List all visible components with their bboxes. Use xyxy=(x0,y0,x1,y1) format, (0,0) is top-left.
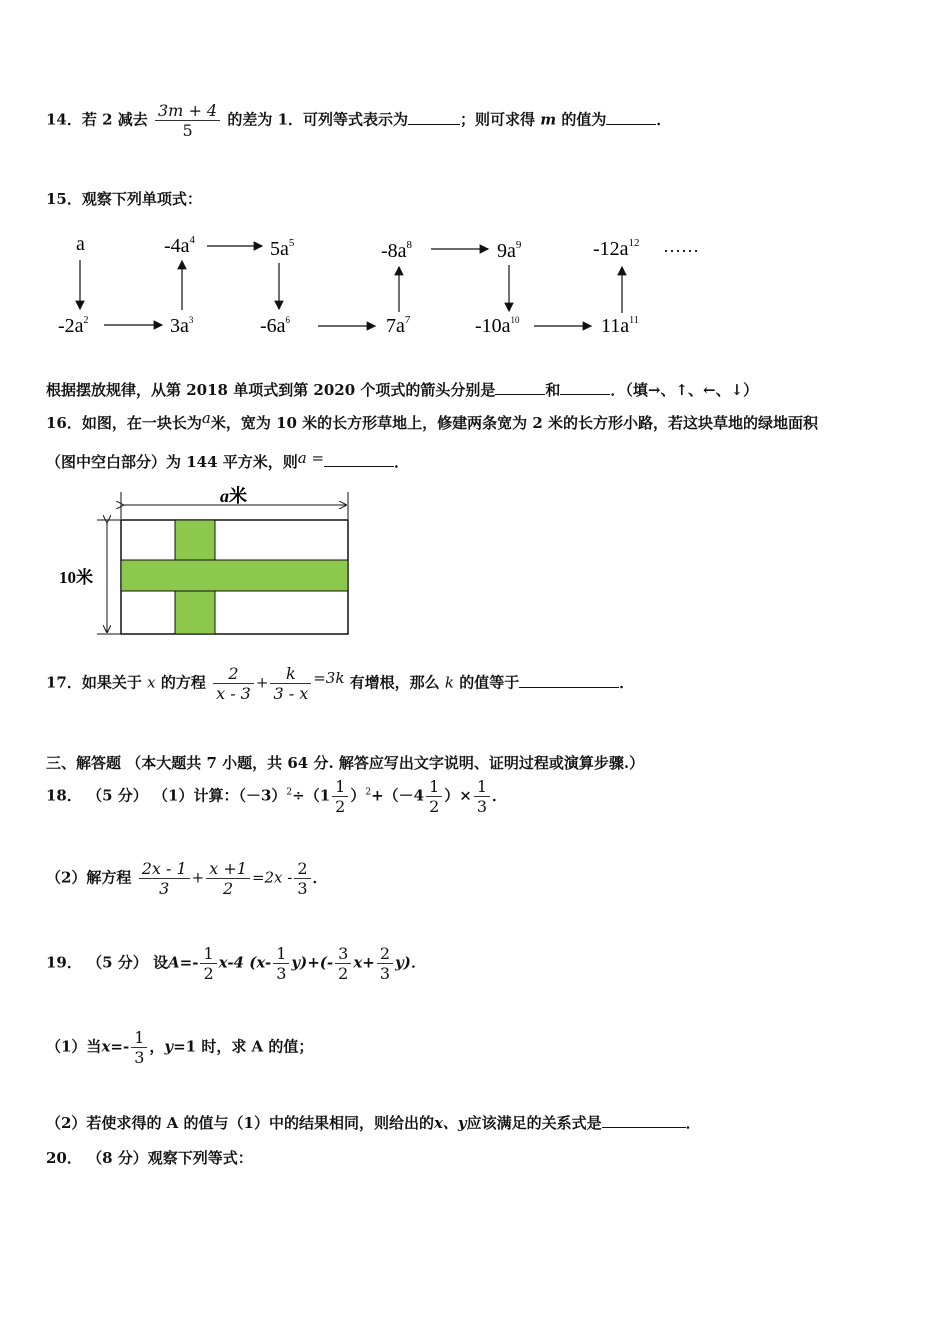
q15-top-term-6: $-12a^{12}$ xyxy=(593,237,640,260)
question-15-title: 15．观察下列单项式： xyxy=(46,190,202,208)
q15-ellipsis: …… xyxy=(663,236,699,256)
q15-blank-1[interactable] xyxy=(495,380,545,395)
horizontal-path xyxy=(121,560,348,591)
q14-number: 14． xyxy=(46,110,82,129)
question-15-rule: 根据摆放规律，从第 2018 单项式到第 2020 个项式的箭头分别是 和 ．（填→、↑、←、↓） xyxy=(46,381,759,399)
q14-blank-1[interactable] xyxy=(408,110,460,125)
section-3-heading: 三、解答题 （本大题共 7 小题，共 64 分. 解答应写出文字说明、证明过程或演算步骤.） xyxy=(46,754,645,772)
q16-field-figure xyxy=(55,483,355,643)
q15-top-term-2: $-4a^4$ xyxy=(164,234,196,257)
q15-monomial-diagram xyxy=(0,225,950,345)
q19-fraction-4: $\frac{2}{3}$ xyxy=(377,944,393,983)
question-18-part-1: 18． （5 分） （1）计算：$(-3)^2\div(1$ $\frac{1}{2}$ ）$^2$+（－4 $\frac{1}{2}$ ）× $\frac{1}{3}$ ． xyxy=(46,777,508,816)
question-19-part-1: （1）当x=- $\frac{1}{3}$ ，y=1 时，求 A 的值； xyxy=(46,1028,314,1067)
q15-bottom-term-4: $7a^7$ xyxy=(386,314,411,337)
q15-top-term-3: $5a^5$ xyxy=(270,237,295,260)
q18-eq-fraction-3: $\frac{2}{3}$ xyxy=(294,859,310,898)
q19-blank[interactable] xyxy=(602,1113,686,1128)
q18-eq-fraction-2: $\frac{x +1}{2}$ xyxy=(206,859,250,898)
q18-eq-fraction-1: $\frac{2x - 1}{3}$ xyxy=(139,859,190,898)
question-18-part-2: （2）解方程 $\frac{2x - 1}{3}$ + $\frac{x +1}{2}$ =2x - $\frac{2}{3}$ ． xyxy=(46,859,328,898)
q17-fraction-2: $\frac{k}{3 - x}$ xyxy=(270,664,311,703)
q19-fraction-2: $\frac{1}{3}$ xyxy=(273,944,289,983)
q19-p1-fraction: $\frac{1}{3}$ xyxy=(131,1028,147,1067)
q15-bottom-term-6: $11a^{11}$ xyxy=(601,315,639,337)
q18-fraction-2: $\frac{1}{2}$ xyxy=(426,777,442,816)
q15-top-term-5: $9a^9$ xyxy=(497,239,522,262)
q18-fraction-3: $\frac{1}{3}$ xyxy=(474,777,490,816)
q18-fraction-1: $\frac{1}{2}$ xyxy=(332,777,348,816)
q15-bottom-term-1: $-2a^2$ xyxy=(58,315,89,337)
question-17: 17．如果关于 x 的方程 $\frac{2}{x - 3}$ + $\frac{k}{3 - x}$ =3k 有增根，那么 k 的值等于 ． xyxy=(46,664,635,703)
q15-bottom-term-5: $-10a^{10}$ xyxy=(475,315,520,337)
q15-top-term-1: a xyxy=(76,233,85,255)
q15-bottom-term-2: $3a^3$ xyxy=(170,315,194,337)
question-20: 20． （8 分）观察下列等式： xyxy=(46,1149,253,1167)
question-14: 14．若 2 减去 $\frac{3m + 4}{5}$ 的差为 1．可列等式表示为 ；则可求得 m 的值为 ． xyxy=(46,101,672,140)
q15-top-term-4: $-8a^8$ xyxy=(381,239,413,262)
height-label: 10米 xyxy=(59,568,93,587)
q15-bottom-term-3: $-6a^6$ xyxy=(260,315,291,337)
question-19: 19． （5 分） 设A=- $\frac{1}{2}$ x-4 (x- $\frac{1}{3}$ y)+(- $\frac{3}{2}$ x+ $\frac{2}{3}$ y)． xyxy=(46,944,426,983)
q19-fraction-3: $\frac{3}{2}$ xyxy=(335,944,351,983)
question-19-part-2: （2）若使求得的 A 的值与（1）中的结果相同，则给出的x、y应该满足的关系式是 ． xyxy=(46,1114,701,1132)
q14-fraction: $\frac{3m + 4}{5}$ xyxy=(155,101,220,140)
q17-blank[interactable] xyxy=(519,673,619,688)
q17-fraction-1: $\frac{2}{x - 3}$ xyxy=(213,664,254,703)
q19-fraction-1: $\frac{1}{2}$ xyxy=(200,944,216,983)
q16-blank[interactable] xyxy=(324,452,394,467)
question-16-line-2: （图中空白部分）为 144 平方米，则a = ． xyxy=(46,449,410,471)
q14-blank-2[interactable] xyxy=(606,110,656,125)
q15-blank-2[interactable] xyxy=(560,380,610,395)
width-label: a米 xyxy=(220,486,247,506)
question-16-line-1: 16．如图，在一块长为a米，宽为 10 米的长方形草地上，修建两条宽为 2 米的长方形小路，若这块草地的绿地面积 xyxy=(46,409,819,432)
